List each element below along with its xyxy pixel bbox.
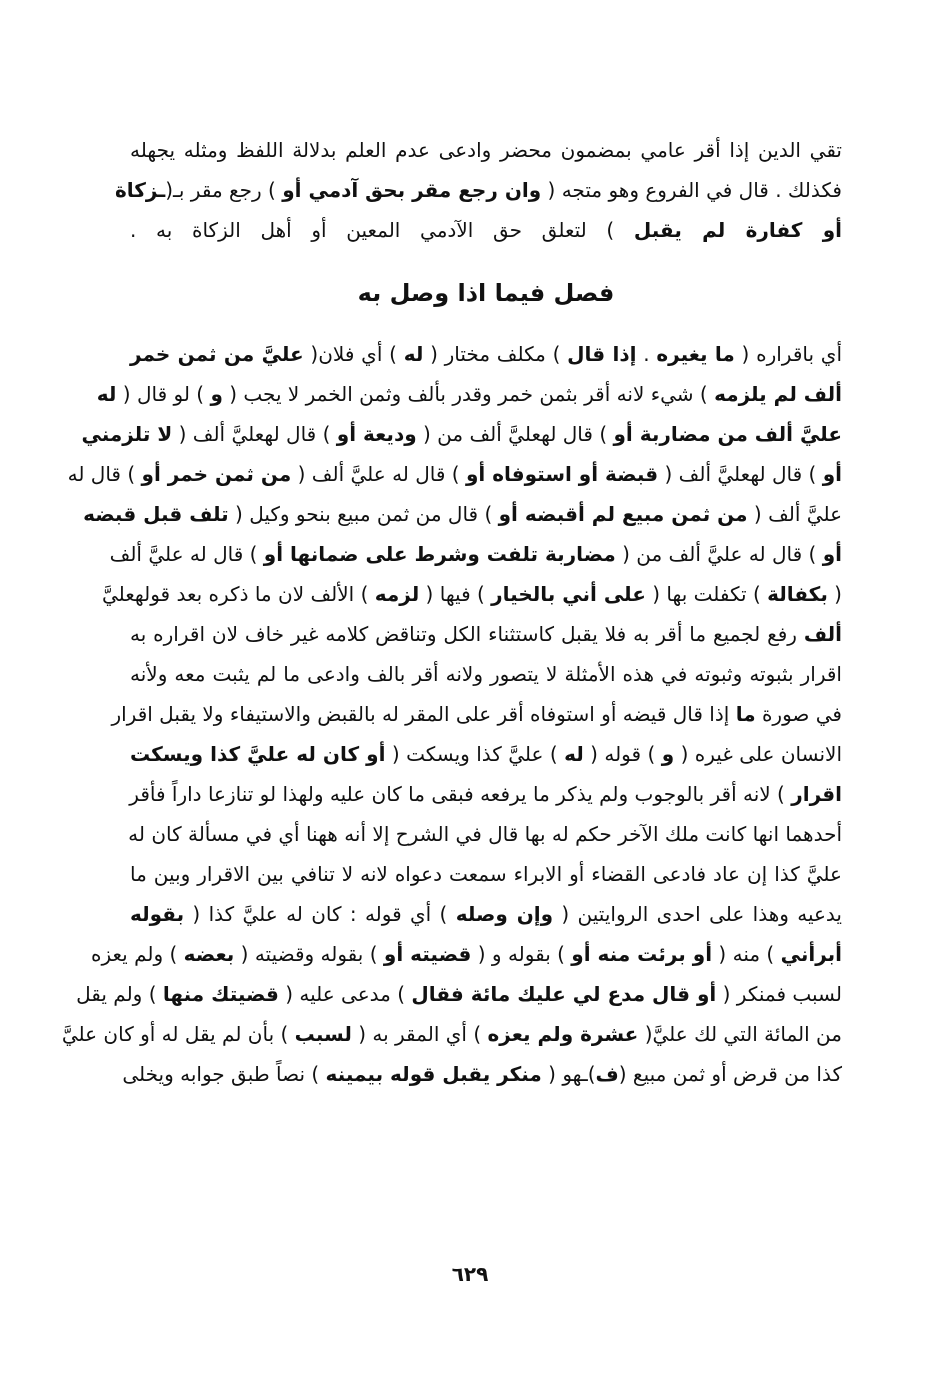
text-segment: ) عليَّ كذا ويسكت (	[385, 742, 565, 766]
bold-segment: تلف قبل قبضه	[83, 502, 229, 526]
text-segment: ) لتعلق حق الآدمي المعين أو أهل الزكاة به .	[130, 218, 634, 242]
text-line	[101, 574, 842, 614]
text-segment: ) نصاً طبق جوابه ويخلى	[122, 1062, 326, 1086]
text-segment: ) مدعى عليه (	[278, 982, 412, 1006]
text-segment: رفع لجميع ما أقر به فلا يقبل كاستثناء الكل وتناقض كلامه غير خاف لان اقراره به	[130, 622, 804, 646]
text-segment: ) فيها (	[419, 582, 492, 606]
text-segment: ) شيء لانه أقر بثمن خمر وقدر بألف وثمن الخمر لا يجب (	[222, 382, 715, 406]
text-segment: في صورة	[755, 702, 842, 726]
text-line	[96, 374, 842, 414]
bold-segment: أبرأني	[780, 942, 842, 966]
text-line	[130, 130, 842, 170]
text-segment: ) منه (	[712, 942, 781, 966]
bold-segment: وإن وصله	[455, 902, 554, 926]
text-line	[130, 894, 842, 934]
text-segment: ) ولم يعزه	[90, 942, 184, 966]
text-line	[111, 694, 842, 734]
text-segment: ) ولم يقل	[76, 982, 163, 1006]
text-segment: ) قال له عليَّ ألف	[109, 542, 264, 566]
text-segment: أحدهما انها كانت ملك الآخر حكم له بها قال في الشرح إلا أنه ههنا أي في مسألة كان له	[128, 822, 842, 846]
bold-segment: مضاربة تلفت وشرط على ضمانها أو	[263, 542, 616, 566]
text-line	[130, 734, 842, 774]
text-line	[67, 454, 842, 494]
text-segment: من المائة التي لك عليَّ(	[638, 1022, 842, 1046]
text-segment: ) قال له عليَّ ألف (	[291, 462, 466, 486]
section-title: فصل فيما اذا وصل به	[357, 279, 615, 307]
text-segment: اقرار بثبوته وثبوته في هذه الأمثلة لا يتصور ولانه أقر بالف وادعى ما لم يثبت معه ولأنه	[130, 662, 842, 686]
paragraph-1	[114, 130, 842, 250]
bold-segment: بكفالة	[767, 582, 828, 606]
bold-segment: أو	[822, 462, 842, 486]
bold-segment: و	[661, 742, 675, 766]
bold-segment: قضيته أو	[383, 942, 472, 966]
bold-segment: و	[210, 382, 223, 406]
bold-segment: ما يغيره	[656, 342, 735, 366]
bold-segment: ما	[735, 702, 756, 726]
text-segment: ) لو قال (	[116, 382, 211, 406]
text-segment: لسبب فمنكر (	[716, 982, 842, 1006]
bold-segment: قضيتك منها	[162, 982, 279, 1006]
text-line	[130, 614, 842, 654]
text-segment: ) أي فلان(	[303, 342, 404, 366]
text-segment: تقي الدين إذا أقر عامي بمضمون محضر وادعى عدم العلم بدلالة اللفظ ومثله يجهله	[130, 138, 842, 162]
text-segment: ) رجع مقر بـ(	[165, 178, 283, 202]
text-segment: ) بقوله و (	[471, 942, 572, 966]
text-line	[83, 494, 842, 534]
text-segment: ) قال من ثمن مبيع بنحو وكيل (	[228, 502, 499, 526]
paragraph-2	[61, 334, 843, 1094]
bold-segment: على أني بالخيار	[491, 582, 646, 606]
text-segment: يدعيه وهذا على احدى الروايتين (	[553, 902, 842, 926]
text-line	[130, 210, 842, 250]
text-segment: إذا قال قيضه أو استوفاه أقر على المقر له بالقبض والاستيفاء ولا يقبل اقرار	[111, 702, 736, 726]
bold-segment: بعضه	[183, 942, 235, 966]
bold-segment: أو برئت منه أو	[571, 942, 713, 966]
bold-segment: لا تلزمني	[81, 422, 173, 446]
text-segment: ) الألف لان ما ذكره بعد قولهعليَّ	[101, 582, 375, 606]
bold-segment: ألف	[803, 622, 842, 646]
text-line	[76, 974, 842, 1014]
bold-segment: قبضة أو استوفاه أو	[465, 462, 659, 486]
text-segment: ) أي قوله : كان له عليَّ كذا (	[184, 902, 456, 926]
text-line	[122, 1054, 842, 1094]
text-segment: الانسان على غيره (	[674, 742, 843, 766]
text-segment: ) بأن لم يقل له أو كان عليَّ	[61, 1022, 295, 1046]
bold-segment: له	[96, 382, 117, 406]
text-segment: ) قال له عليَّ ألف من (	[615, 542, 823, 566]
text-segment: ) أي المقر به (	[351, 1022, 488, 1046]
text-segment: فكذلك . قال في الفروع وهو متجه (	[541, 178, 842, 202]
text-segment: ) لانه أقر بالوجوب ولم يذكر ما يرفعه فبقى ما كان عليه ولهذا لو تنازعا داراً فأقر	[129, 782, 792, 806]
bold-segment: وان رجع مقر بحق آدمي أو	[282, 178, 542, 202]
bold-segment: بقوله	[130, 902, 185, 926]
bold-segment: إذا قال	[567, 342, 637, 366]
text-line	[130, 654, 842, 694]
page-number: ٦٢٩	[451, 1262, 489, 1286]
bold-segment: ألف لم يلزمه	[714, 382, 842, 406]
bold-segment: عشرة ولم يعزه	[487, 1022, 639, 1046]
text-segment: ) بقوله وقضيته (	[234, 942, 384, 966]
text-segment: ) قال لهعليَّ ألف (	[658, 462, 823, 486]
text-line	[130, 814, 842, 854]
text-segment: ) قال له	[67, 462, 142, 486]
text-segment: .	[636, 342, 657, 366]
text-segment: ) تكفلت بها (	[645, 582, 768, 606]
text-line	[90, 934, 842, 974]
bold-segment: من ثمن خمر أو	[141, 462, 292, 486]
bold-segment: لزمه	[374, 582, 420, 606]
text-line	[130, 854, 842, 894]
text-segment: ) قال لهعليَّ ألف من (	[416, 422, 614, 446]
bold-segment: أو كفارة لم يقبل	[633, 218, 842, 242]
bold-segment: له	[403, 342, 424, 366]
text-segment: عليَّ كذا إن عاد فادعى القضاء أو الابراء سمعت دعواه لانه لا تنافي بين الاقرار وبين ما	[130, 862, 842, 886]
text-line	[61, 1014, 842, 1054]
bold-segment: ف	[595, 1062, 619, 1086]
bold-segment: لسبب	[294, 1022, 352, 1046]
text-segment: ) قوله (	[583, 742, 662, 766]
bold-segment: ـزكاة	[114, 178, 166, 202]
bold-segment: له	[564, 742, 584, 766]
text-segment: (	[827, 582, 842, 606]
bold-segment: عليَّ ألف من مضاربة أو	[613, 422, 842, 446]
bold-segment: أو	[822, 542, 842, 566]
text-line	[109, 534, 842, 574]
text-line	[81, 414, 842, 454]
text-segment: عليَّ ألف (	[747, 502, 842, 526]
bold-segment: وديعة أو	[336, 422, 417, 446]
text-line	[130, 774, 842, 814]
text-segment: )ـهو (	[541, 1062, 596, 1086]
page-body	[61, 130, 843, 1094]
text-segment: ) مكلف مختار (	[423, 342, 568, 366]
text-line	[130, 334, 842, 374]
text-segment: أي باقراره (	[734, 342, 843, 366]
text-segment: كذا من قرض أو ثمن مبيع (	[618, 1062, 842, 1086]
bold-segment: عليَّ من ثمن خمر	[130, 342, 304, 366]
text-segment: ) قال لهعليَّ ألف (	[172, 422, 337, 446]
bold-segment: من ثمن مبيع لم أقبضه أو	[498, 502, 748, 526]
text-line	[114, 170, 842, 210]
bold-segment: اقرار	[791, 782, 842, 806]
bold-segment: منكر يقبل قوله بيمينه	[325, 1062, 542, 1086]
bold-segment: أو قال مدع لي عليك مائة فقال	[411, 982, 717, 1006]
bold-segment: أو كان له عليَّ كذا ويسكت	[130, 742, 386, 766]
